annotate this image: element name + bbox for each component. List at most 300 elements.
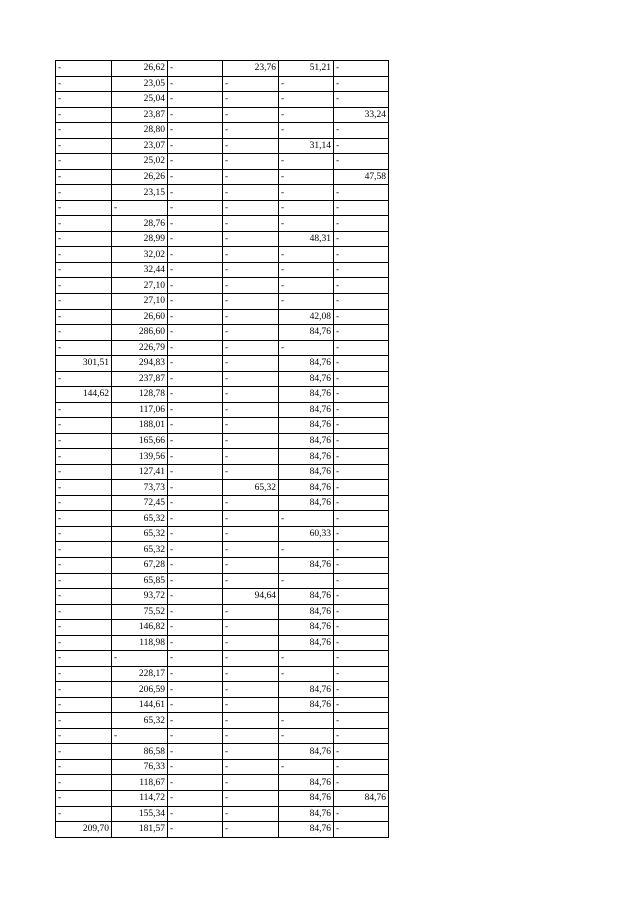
table-cell: -: [334, 697, 389, 713]
table-cell: -: [168, 511, 223, 527]
table-row: [56, 822, 389, 838]
table-cell: -: [56, 759, 112, 775]
table-cell: -: [223, 449, 279, 465]
table-cell: 93,72: [112, 589, 168, 605]
table-cell: -: [56, 713, 112, 729]
table-cell: 118,98: [112, 635, 168, 651]
table-cell: 84,76: [279, 697, 334, 713]
table-cell: 42,08: [279, 309, 334, 325]
table-cell: -: [56, 61, 112, 77]
table-cell: -: [168, 387, 223, 403]
table-cell: -: [168, 154, 223, 170]
table-cell: -: [168, 542, 223, 558]
table-cell: -: [334, 371, 389, 387]
table-row: [56, 480, 389, 496]
table-cell: 84,76: [279, 371, 334, 387]
table-cell: -: [168, 775, 223, 791]
table-cell: 84,76: [279, 495, 334, 511]
table-cell: 31,14: [279, 138, 334, 154]
table-cell: -: [223, 713, 279, 729]
table-cell: 51,21: [279, 61, 334, 77]
table-cell: -: [223, 154, 279, 170]
table-row: [56, 200, 389, 216]
table-cell: -: [334, 325, 389, 341]
table-cell: -: [279, 200, 334, 216]
table-row: [56, 216, 389, 232]
table-cell: -: [168, 309, 223, 325]
table-cell: -: [168, 759, 223, 775]
table-cell: 84,76: [279, 387, 334, 403]
table-cell: -: [223, 340, 279, 356]
table-cell: -: [223, 231, 279, 247]
table-cell: -: [168, 92, 223, 108]
table-cell: 65,32: [112, 526, 168, 542]
table-cell: -: [168, 464, 223, 480]
table-cell: 23,05: [112, 76, 168, 92]
table-cell: -: [112, 728, 168, 744]
table-cell: 209,70: [56, 822, 112, 838]
table-row: [56, 635, 389, 651]
table-cell: -: [168, 247, 223, 263]
table-row: [56, 262, 389, 278]
table-cell: 84,76: [279, 806, 334, 822]
table-cell: 84,76: [279, 790, 334, 806]
table-cell: -: [334, 728, 389, 744]
table-cell: 28,99: [112, 231, 168, 247]
table-cell: -: [334, 61, 389, 77]
table-cell: -: [223, 822, 279, 838]
table-cell: 127,41: [112, 464, 168, 480]
table-cell: -: [56, 123, 112, 139]
table-cell: -: [56, 542, 112, 558]
table-cell: -: [334, 775, 389, 791]
table-cell: 228,17: [112, 666, 168, 682]
table-row: [56, 185, 389, 201]
table-cell: -: [168, 666, 223, 682]
table-cell: -: [223, 123, 279, 139]
table-row: [56, 697, 389, 713]
table-cell: 114,72: [112, 790, 168, 806]
table-cell: -: [334, 123, 389, 139]
table-row: [56, 651, 389, 667]
table-row: [56, 713, 389, 729]
table-cell: -: [334, 293, 389, 309]
table-cell: -: [56, 107, 112, 123]
table-row: [56, 464, 389, 480]
table-row: [56, 558, 389, 574]
table-cell: -: [168, 278, 223, 294]
table-cell: -: [223, 200, 279, 216]
table-cell: 84,76: [334, 790, 389, 806]
table-cell: 84,76: [279, 449, 334, 465]
table-cell: -: [279, 759, 334, 775]
table-cell: -: [334, 542, 389, 558]
table-cell: -: [223, 293, 279, 309]
table-cell: -: [279, 262, 334, 278]
table-row: [56, 790, 389, 806]
table-row: [56, 418, 389, 434]
table-cell: 72,45: [112, 495, 168, 511]
table-cell: -: [223, 387, 279, 403]
table-cell: -: [223, 464, 279, 480]
table-cell: 48,31: [279, 231, 334, 247]
table-body: [56, 61, 389, 838]
table-cell: -: [56, 231, 112, 247]
table-cell: 60,33: [279, 526, 334, 542]
table-cell: -: [223, 620, 279, 636]
table-cell: -: [223, 107, 279, 123]
table-cell: -: [334, 262, 389, 278]
table-cell: -: [168, 123, 223, 139]
table-cell: -: [223, 169, 279, 185]
table-cell: -: [279, 185, 334, 201]
table-cell: -: [334, 635, 389, 651]
table-cell: -: [56, 247, 112, 263]
table-cell: -: [223, 542, 279, 558]
table-cell: -: [279, 278, 334, 294]
table-cell: -: [223, 262, 279, 278]
table-cell: 165,66: [112, 433, 168, 449]
table-cell: -: [334, 558, 389, 574]
table-cell: -: [279, 216, 334, 232]
table-cell: -: [223, 371, 279, 387]
table-cell: 76,33: [112, 759, 168, 775]
table-row: [56, 92, 389, 108]
table-cell: 86,58: [112, 744, 168, 760]
table-cell: -: [168, 635, 223, 651]
table-cell: 32,44: [112, 262, 168, 278]
table-cell: -: [334, 76, 389, 92]
table-cell: 237,87: [112, 371, 168, 387]
table-row: [56, 356, 389, 372]
table-cell: -: [223, 651, 279, 667]
table-cell: -: [168, 433, 223, 449]
table-cell: -: [168, 682, 223, 698]
table-cell: -: [223, 744, 279, 760]
table-cell: -: [168, 231, 223, 247]
table-cell: -: [56, 138, 112, 154]
table-cell: 118,67: [112, 775, 168, 791]
table-cell: -: [168, 185, 223, 201]
table-cell: 26,26: [112, 169, 168, 185]
table-cell: -: [56, 666, 112, 682]
table-cell: -: [279, 293, 334, 309]
table-cell: -: [279, 76, 334, 92]
table-cell: -: [56, 495, 112, 511]
table-cell: 144,62: [56, 387, 112, 403]
table-cell: -: [56, 635, 112, 651]
table-cell: -: [334, 231, 389, 247]
table-cell: -: [279, 542, 334, 558]
table-cell: 33,24: [334, 107, 389, 123]
table-cell: 25,04: [112, 92, 168, 108]
table-cell: -: [334, 387, 389, 403]
table-cell: 23,15: [112, 185, 168, 201]
table-row: [56, 666, 389, 682]
table-cell: -: [168, 573, 223, 589]
table-row: [56, 340, 389, 356]
table-cell: -: [56, 293, 112, 309]
table-row: [56, 231, 389, 247]
table-cell: 32,02: [112, 247, 168, 263]
table-cell: -: [168, 200, 223, 216]
table-cell: -: [223, 495, 279, 511]
table-cell: -: [56, 262, 112, 278]
table-cell: -: [334, 573, 389, 589]
table-row: [56, 371, 389, 387]
table-cell: -: [56, 154, 112, 170]
table-cell: -: [279, 247, 334, 263]
table-cell: -: [334, 822, 389, 838]
table-cell: -: [334, 154, 389, 170]
table-row: [56, 573, 389, 589]
table-row: [56, 682, 389, 698]
table-cell: 67,28: [112, 558, 168, 574]
table-cell: -: [279, 573, 334, 589]
table-cell: -: [168, 822, 223, 838]
table-row: [56, 620, 389, 636]
table-cell: 65,32: [112, 713, 168, 729]
table-row: [56, 542, 389, 558]
table-row: [56, 759, 389, 775]
table-cell: -: [56, 806, 112, 822]
table-row: [56, 169, 389, 185]
table-cell: -: [334, 759, 389, 775]
table-row: [56, 76, 389, 92]
table-cell: -: [56, 185, 112, 201]
table-cell: 226,79: [112, 340, 168, 356]
table-cell: -: [56, 573, 112, 589]
table-row: [56, 154, 389, 170]
table-cell: -: [168, 713, 223, 729]
table-cell: 294,83: [112, 356, 168, 372]
table-row: [56, 511, 389, 527]
table-cell: 25,02: [112, 154, 168, 170]
table-cell: 146,82: [112, 620, 168, 636]
table-cell: -: [56, 775, 112, 791]
table-cell: -: [168, 402, 223, 418]
table-cell: -: [334, 511, 389, 527]
table-cell: -: [223, 356, 279, 372]
table-cell: -: [279, 713, 334, 729]
table-cell: -: [56, 418, 112, 434]
table-cell: -: [334, 651, 389, 667]
table-cell: 84,76: [279, 325, 334, 341]
table-cell: -: [56, 433, 112, 449]
table-cell: -: [168, 356, 223, 372]
table-cell: -: [334, 278, 389, 294]
table-cell: -: [334, 418, 389, 434]
table-cell: -: [168, 620, 223, 636]
table-cell: 23,87: [112, 107, 168, 123]
table-cell: -: [334, 620, 389, 636]
table-row: [56, 387, 389, 403]
table-cell: -: [168, 293, 223, 309]
table-cell: 84,76: [279, 620, 334, 636]
table-cell: 75,52: [112, 604, 168, 620]
table-cell: -: [56, 697, 112, 713]
table-cell: -: [56, 169, 112, 185]
table-cell: -: [168, 340, 223, 356]
table-cell: -: [223, 604, 279, 620]
table-cell: 84,76: [279, 589, 334, 605]
table-cell: 65,32: [223, 480, 279, 496]
table-cell: 84,76: [279, 480, 334, 496]
table-cell: 84,76: [279, 464, 334, 480]
table-row: [56, 526, 389, 542]
table-cell: -: [334, 402, 389, 418]
table-cell: -: [56, 620, 112, 636]
table-cell: 117,06: [112, 402, 168, 418]
table-cell: -: [279, 92, 334, 108]
table-cell: -: [334, 495, 389, 511]
table-cell: -: [334, 713, 389, 729]
table-cell: -: [223, 325, 279, 341]
table-cell: -: [168, 169, 223, 185]
table-cell: 84,76: [279, 635, 334, 651]
table-cell: -: [223, 185, 279, 201]
table-cell: -: [334, 356, 389, 372]
table-cell: 84,76: [279, 822, 334, 838]
table-cell: -: [334, 309, 389, 325]
table-cell: -: [223, 806, 279, 822]
table-cell: -: [334, 806, 389, 822]
table-cell: -: [223, 759, 279, 775]
table-cell: -: [56, 216, 112, 232]
table-cell: 84,76: [279, 775, 334, 791]
table-cell: -: [334, 744, 389, 760]
table-cell: 27,10: [112, 278, 168, 294]
table-cell: -: [56, 589, 112, 605]
table-cell: -: [56, 449, 112, 465]
table-cell: -: [223, 635, 279, 651]
table-cell: 28,76: [112, 216, 168, 232]
table-cell: 155,34: [112, 806, 168, 822]
table-cell: -: [168, 480, 223, 496]
table-cell: -: [56, 604, 112, 620]
table-cell: -: [223, 418, 279, 434]
table-cell: -: [168, 495, 223, 511]
table-row: [56, 123, 389, 139]
table-row: [56, 433, 389, 449]
table-cell: -: [112, 200, 168, 216]
table-cell: -: [223, 775, 279, 791]
table-cell: -: [334, 200, 389, 216]
table-cell: -: [334, 464, 389, 480]
table-cell: -: [223, 728, 279, 744]
table-cell: 144,61: [112, 697, 168, 713]
table-cell: -: [223, 433, 279, 449]
table-cell: -: [112, 651, 168, 667]
table-cell: -: [279, 169, 334, 185]
table-row: [56, 495, 389, 511]
table-cell: -: [168, 371, 223, 387]
table-cell: -: [56, 744, 112, 760]
table-cell: -: [56, 200, 112, 216]
table-cell: 84,76: [279, 744, 334, 760]
table-cell: -: [334, 340, 389, 356]
table-cell: -: [334, 682, 389, 698]
table-cell: -: [279, 107, 334, 123]
table-cell: 84,76: [279, 402, 334, 418]
table-cell: -: [334, 480, 389, 496]
table-cell: -: [56, 371, 112, 387]
table-row: [56, 806, 389, 822]
table-cell: -: [223, 682, 279, 698]
table-cell: -: [334, 604, 389, 620]
table-cell: -: [56, 325, 112, 341]
table-cell: -: [334, 216, 389, 232]
table-cell: -: [223, 216, 279, 232]
table-cell: -: [56, 309, 112, 325]
table-cell: -: [56, 340, 112, 356]
table-row: [56, 604, 389, 620]
table-cell: -: [223, 92, 279, 108]
table-cell: 94,64: [223, 589, 279, 605]
table-cell: 65,85: [112, 573, 168, 589]
table-row: [56, 402, 389, 418]
table-cell: -: [168, 806, 223, 822]
table-cell: 84,76: [279, 418, 334, 434]
table-cell: -: [56, 558, 112, 574]
table-cell: -: [168, 418, 223, 434]
table-row: [56, 744, 389, 760]
table-row: [56, 138, 389, 154]
table-cell: -: [223, 309, 279, 325]
table-cell: 84,76: [279, 356, 334, 372]
table-cell: -: [223, 573, 279, 589]
table-cell: -: [223, 697, 279, 713]
table-cell: -: [168, 728, 223, 744]
table-cell: 26,60: [112, 309, 168, 325]
table-cell: -: [168, 744, 223, 760]
table-cell: -: [168, 604, 223, 620]
table-row: [56, 309, 389, 325]
table-cell: -: [334, 92, 389, 108]
table-cell: -: [168, 449, 223, 465]
table-cell: -: [56, 76, 112, 92]
table-row: [56, 449, 389, 465]
table-row: [56, 247, 389, 263]
table-cell: 26,62: [112, 61, 168, 77]
table-cell: -: [168, 558, 223, 574]
table-cell: 47,58: [334, 169, 389, 185]
table-cell: -: [279, 651, 334, 667]
table-cell: -: [56, 790, 112, 806]
table-row: [56, 278, 389, 294]
table-cell: -: [168, 216, 223, 232]
table-cell: 286,60: [112, 325, 168, 341]
table-cell: -: [223, 138, 279, 154]
table-cell: -: [168, 651, 223, 667]
table-cell: -: [168, 589, 223, 605]
table-cell: -: [168, 76, 223, 92]
table-cell: -: [334, 449, 389, 465]
table-cell: -: [223, 402, 279, 418]
table-cell: -: [279, 728, 334, 744]
table-row: [56, 61, 389, 77]
table-row: [56, 775, 389, 791]
table-row: [56, 293, 389, 309]
table-cell: -: [334, 185, 389, 201]
table-cell: -: [56, 278, 112, 294]
table-cell: -: [279, 666, 334, 682]
table-row: [56, 589, 389, 605]
table-cell: -: [223, 526, 279, 542]
table-cell: -: [168, 262, 223, 278]
table-cell: 139,56: [112, 449, 168, 465]
table-cell: -: [168, 526, 223, 542]
